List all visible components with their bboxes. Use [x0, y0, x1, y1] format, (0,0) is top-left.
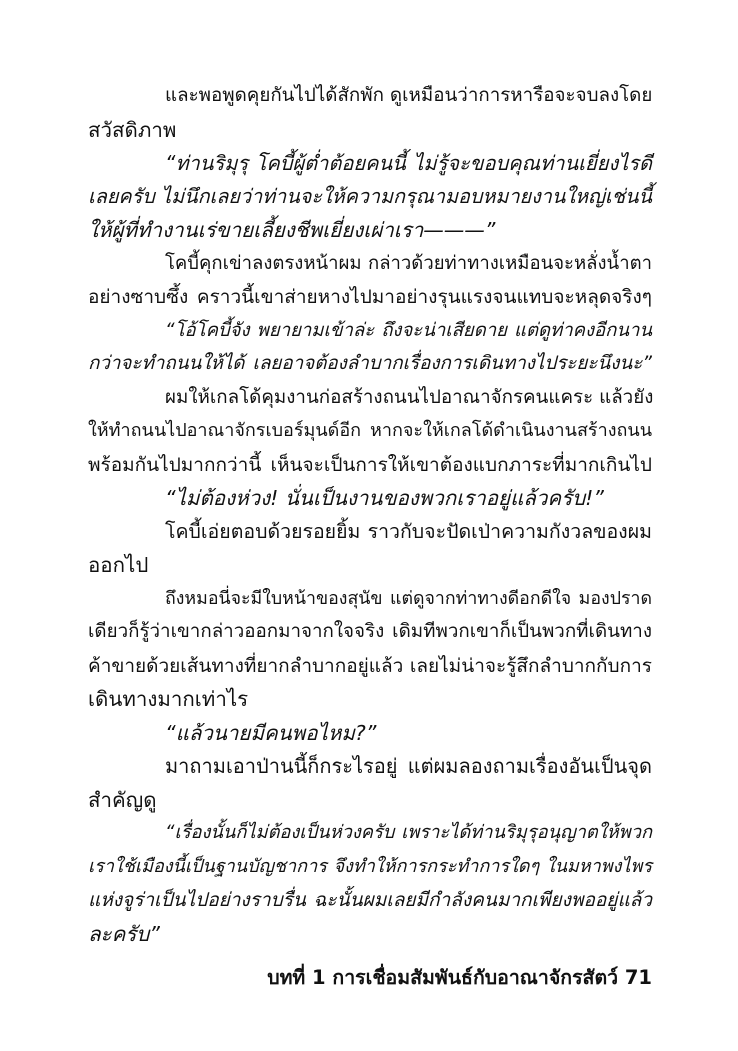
paragraph-9-line-1: “แล้วนายมีคนพอไหม?” — [165, 721, 377, 745]
paragraph-4-line-1: “โอ้โคบี้จัง พยายามเข้าล่ะ ถึงจะน่าเสียดาย แต่ดูท่าคงอีกนาน — [165, 320, 652, 341]
paragraph-6-line-1: “ไม่ต้องห่วง! นั่นเป็นงานของพวกเราอยู่แล้วครับ!” — [165, 486, 604, 510]
paragraph-2-line-2: เลยครับ ไม่นึกเลยว่าท่านจะให้ความกรุณามอบหมายงานใหญ่เช่นนี้ — [88, 185, 652, 208]
paragraph-3-line-2: อย่างซาบซึ้ง คราวนี้เขาส่ายหางไปมาอย่างรุนแรงจนแทบจะหลุดจริงๆ — [88, 286, 652, 308]
paragraph-7-line-1: โคบี้เอ่ยตอบด้วยรอยยิ้ม ราวกับจะปัดเป่าความกังวลของผม — [165, 520, 652, 543]
paragraph-3-line-1: โคบี้คุกเข่าลงตรงหน้าผม กล่าวด้วยท่าทางเหมือนจะหลั่งน้ำตา — [165, 253, 652, 274]
paragraph-2-line-3: ให้ผู้ที่ทำงานเร่ขายเลี้ยงชีพเยี่ยงเผ่าเรา———” — [88, 218, 496, 242]
paragraph-8-line-2: เดียวก็รู้ว่าเขากล่าวออกมาจากใจจริง เดิมทีพวกเขาก็เป็นพวกที่เดินทาง — [88, 621, 652, 642]
paragraph-11-line-2: เราใช้เมืองนี้เป็นฐานบัญชาการ จึงทำให้การกระทำการใดๆ ในมหาพงไพร — [88, 856, 652, 877]
paragraph-8-line-4: เดินทางมากเท่าไร — [88, 687, 249, 711]
paragraph-5-line-3: พร้อมกันไปมากกว่านี้ เห็นจะเป็นการให้เขาต้องแบกภาระที่มากเกินไป — [88, 454, 652, 476]
paragraph-1-line-1: และพอพูดคุยกันไปได้สักพัก ดูเหมือนว่าการหารือจะจบลงโดย — [165, 85, 653, 106]
paragraph-8-line-3: ค้าขายด้วยเส้นทางที่ยากลำบากอยู่แล้ว เลยไม่น่าจะรู้สึกลำบากกับการ — [88, 655, 652, 677]
paragraph-4-line-2: กว่าจะทำถนนให้ได้ เลยอาจต้องลำบากเรื่องการเดินทางไประยะนึงนะ” — [88, 353, 652, 374]
paragraph-8-line-1: ถึงหมอนี่จะมีใบหน้าของสุนัข แต่ดูจากท่าทางดีอกดีใจ มองปราด — [165, 589, 652, 609]
paragraph-10-line-1: มาถามเอาป่านนี้ก็กระไรอยู่ แต่ผมลองถามเรื่องอันเป็นจุด — [165, 754, 652, 778]
paragraph-7-line-2: ออกไป — [88, 553, 149, 577]
paragraph-5-line-1: ผมให้เกลโด้คุมงานก่อสร้างถนนไปอาณาจักรคนแคระ แล้วยัง — [165, 387, 654, 408]
page-footer-chapter-and-page-number: บทที่ 1 การเชื่อมสัมพันธ์กับอาณาจักรสัตว์ 71 — [267, 966, 652, 989]
paragraph-11-line-1: “เรื่องนั้นก็ไม่ต้องเป็นห่วงครับ เพราะได้ท่านริมุรุอนุญาตให้พวก — [165, 822, 652, 843]
paragraph-11-line-3: แห่งจูร่าเป็นไปอย่างราบรื่น ฉะนั้นผมเลยมีกำลังคนมากเพียงพออยู่แล้ว — [88, 889, 652, 911]
paragraph-11-line-4: ละครับ” — [88, 922, 160, 946]
paragraph-10-line-2: สำคัญดู — [88, 788, 157, 812]
paragraph-5-line-2: ให้ทำถนนไปอาณาจักรเบอร์มุนด์อีก หากจะให้เกลโด้ดำเนินงานสร้างถนน — [88, 420, 652, 441]
paragraph-1-line-2: สวัสดิภาพ — [88, 118, 177, 142]
paragraph-2-line-1: “ท่านริมุรุ โคบี้ผู้ต่ำต้อยคนนี้ ไม่รู้จะขอบคุณท่านเยี่ยงไรดี — [165, 151, 652, 175]
